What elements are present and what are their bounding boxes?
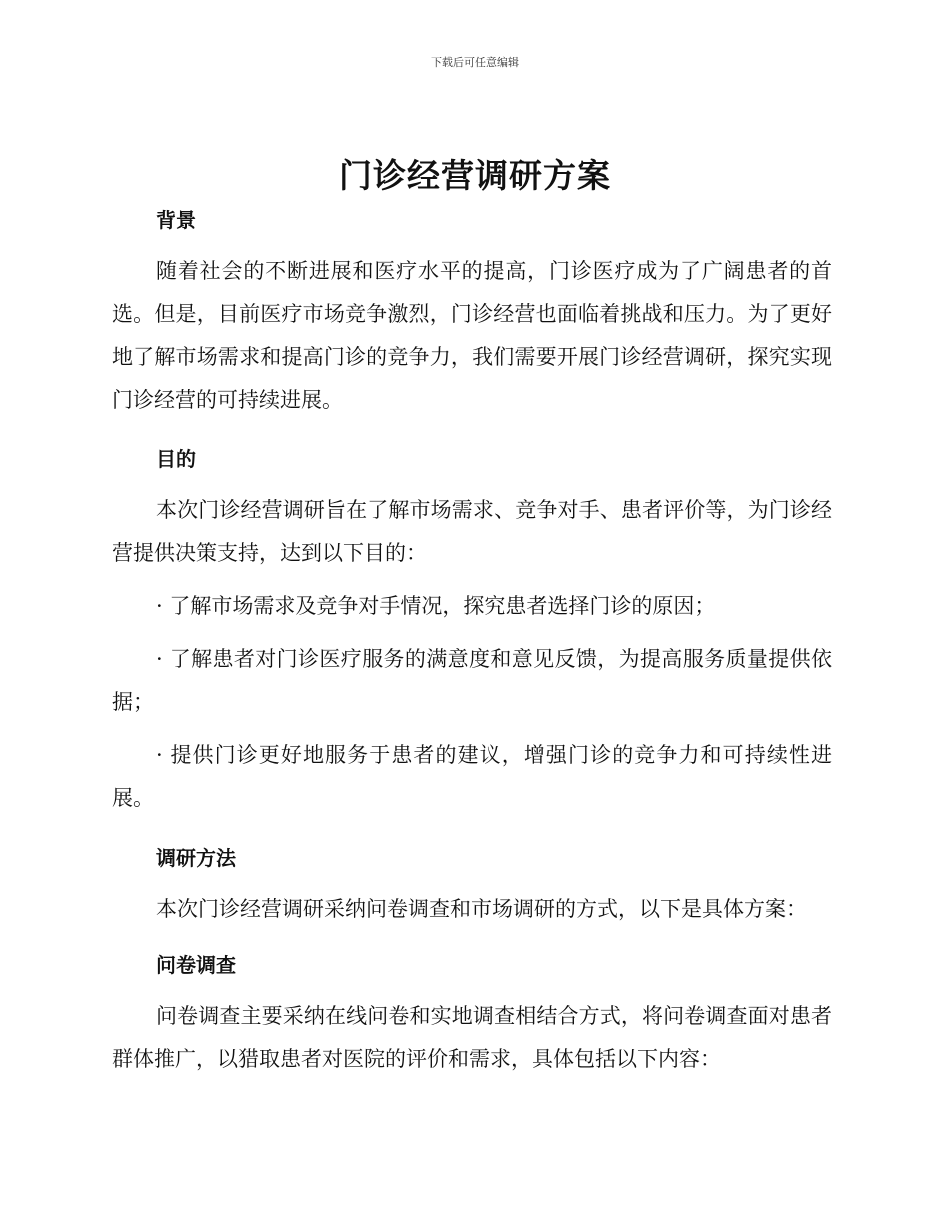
bullet-item: · 提供门诊更好地服务于患者的建议，增强门诊的竞争力和可持续性进展。 bbox=[112, 743, 832, 810]
document-title: 门诊经营调研方案 bbox=[339, 156, 611, 195]
bullet-item: · 了解患者对门诊医疗服务的满意度和意见反馈，为提高服务质量提供依据； bbox=[112, 647, 832, 714]
page-header: 下载后可任意编辑 bbox=[431, 56, 519, 69]
section-survey bbox=[112, 951, 832, 1081]
bullet-item: · 了解市场需求及竞争对手情况，探究患者选择门诊的原因； bbox=[156, 594, 716, 618]
section-purpose bbox=[112, 445, 832, 820]
section-heading-purpose: 目的 bbox=[156, 447, 196, 471]
section-heading-survey: 问卷调查 bbox=[156, 953, 236, 977]
section-method bbox=[112, 844, 832, 931]
section-heading-background: 背景 bbox=[156, 208, 196, 232]
paragraph-method: 本次门诊经营调研采纳问卷调查和市场调研的方式，以下是具体方案： bbox=[156, 897, 807, 921]
section-background bbox=[112, 206, 832, 422]
section-heading-method: 调研方法 bbox=[156, 846, 236, 870]
paragraph-background: 随着社会的不断进展和医疗水平的提高，门诊医疗成为了广阔患者的首选。但是，目前医疗市场竞争激烈，门诊经营也面临着挑战和压力。为了更好地了解市场需求和提高门诊的竞争力，我们需要开展门诊经营调研，探究实现门诊经营的可持续进展。 bbox=[112, 259, 832, 412]
document-body bbox=[112, 206, 832, 1081]
paragraph-survey: 问卷调查主要采纳在线问卷和实地调查相结合方式，将问卷调查面对患者群体推广，以猎取患者对医院的评价和需求，具体包括以下内容： bbox=[112, 1004, 832, 1071]
paragraph-purpose: 本次门诊经营调研旨在了解市场需求、竞争对手、患者评价等，为门诊经营提供决策支持，达到以下目的： bbox=[112, 498, 832, 565]
